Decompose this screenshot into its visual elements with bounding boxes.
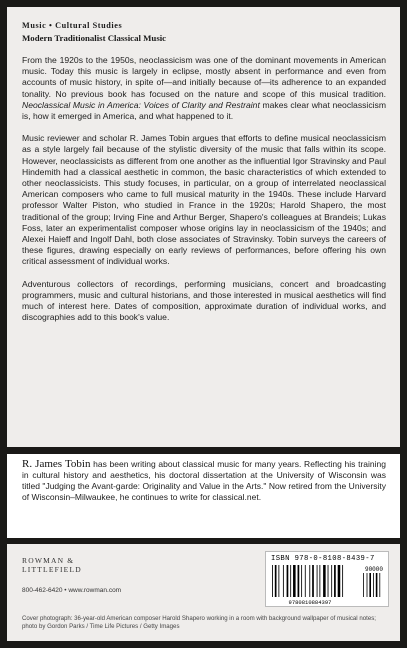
author-bio xyxy=(22,459,386,503)
publisher-logo xyxy=(22,556,82,574)
price-code: 90000 xyxy=(364,566,384,573)
isbn-barcode xyxy=(265,551,389,607)
description-paragraph-3: Adventurous collectors of recordings, performing musicians, concert and broadcasting programmers, music and cultural historians, and those interested in musical aesthetics will find much of interest here. Dates of composition, approximate duration of individual works, and discographies add to this book's value. xyxy=(22,278,386,323)
description-p1-end: makes clear what neoclassicism is, how it emerged in America, and what happened to it. xyxy=(22,99,386,122)
publisher-panel xyxy=(7,544,400,641)
author-name: R. James Tobin xyxy=(22,458,91,470)
cover-photo-credit: Cover photograph: 36-year-old American composer Harold Shapero working in a room with background wallpaper of musical notes; photo by Gordon Parks / Time Life Pictures / Getty Images xyxy=(22,615,376,630)
isbn-label: ISBN 978-0-8108-8439-7 xyxy=(271,555,375,563)
series-title: Modern Traditionalist Classical Music xyxy=(22,33,167,43)
description-p1-start: From the 1920s to the 1950s, neoclassicism was one of the dominant movements in American music. Today this music is largely in eclipse, mostly absent in performance and even from accounts of music history, in spite of—and initially because of—its adherence to an expanded tonality. No previous book has focused on the nature and scope of this musical tradition. xyxy=(22,55,386,99)
book-description xyxy=(22,55,386,323)
book-title-italic: Neoclassical Music in America: Voices of Clarity and Restraint xyxy=(22,99,260,110)
subject-kicker: Music • Cultural Studies xyxy=(22,21,123,30)
publisher-logo-line-1: ROWMAN & xyxy=(22,556,75,565)
description-paragraph-1 xyxy=(22,55,386,122)
publisher-contact: 800-462-6420 • www.rowman.com xyxy=(22,587,122,594)
publisher-logo-line-2: LITTLEFIELD xyxy=(22,565,82,574)
author-bio-panel xyxy=(7,454,400,538)
description-panel xyxy=(7,7,400,447)
barcode-digits: 9780810884397 xyxy=(288,599,332,605)
barcode-graphic xyxy=(270,565,386,605)
description-paragraph-2: Music reviewer and scholar R. James Tobin argues that efforts to define musical neoclassicism as a style largely fail because of the stylistic diversity of the music that falls within its scope. However, neoclassicists as different from one another as the influential Igor Stravinsky and Paul Hindemith had a classical aesthetic in common, the basic characteristics of which extended to other neoclassicists. This study focuses, in particular, on a group of interrelated neoclassical American composers who came to full musical maturity in the 1940s. These include Harvard professor Walter Piston, who studied in France in the 1920s; Harold Shapero, the most traditional of the group; Irving Fine and Arthur Berger, Shapero's colleagues at Brandeis; Lukas Foss, later an experimentalist composer whose origins lay in neoclassicism of the 1940s; and Alexei Haieff and Ingolf Dahl, both close associates of Stravinsky. Tobin surveys the careers of these figures, drawing especially on early reviews of performances, before offering his own critical assessment of individual works. xyxy=(22,133,386,267)
author-bio-text: has been writing about classical music for many years. Reflecting his training in cultural history and aesthetics, his doctoral dissertation at the University of Wisconsin was titled "Judging the Avant-garde: Originality and Value in the Arts." Now retired from the University of Wisconsin–Milwaukee, he continues to write for classical.net. xyxy=(22,459,386,502)
